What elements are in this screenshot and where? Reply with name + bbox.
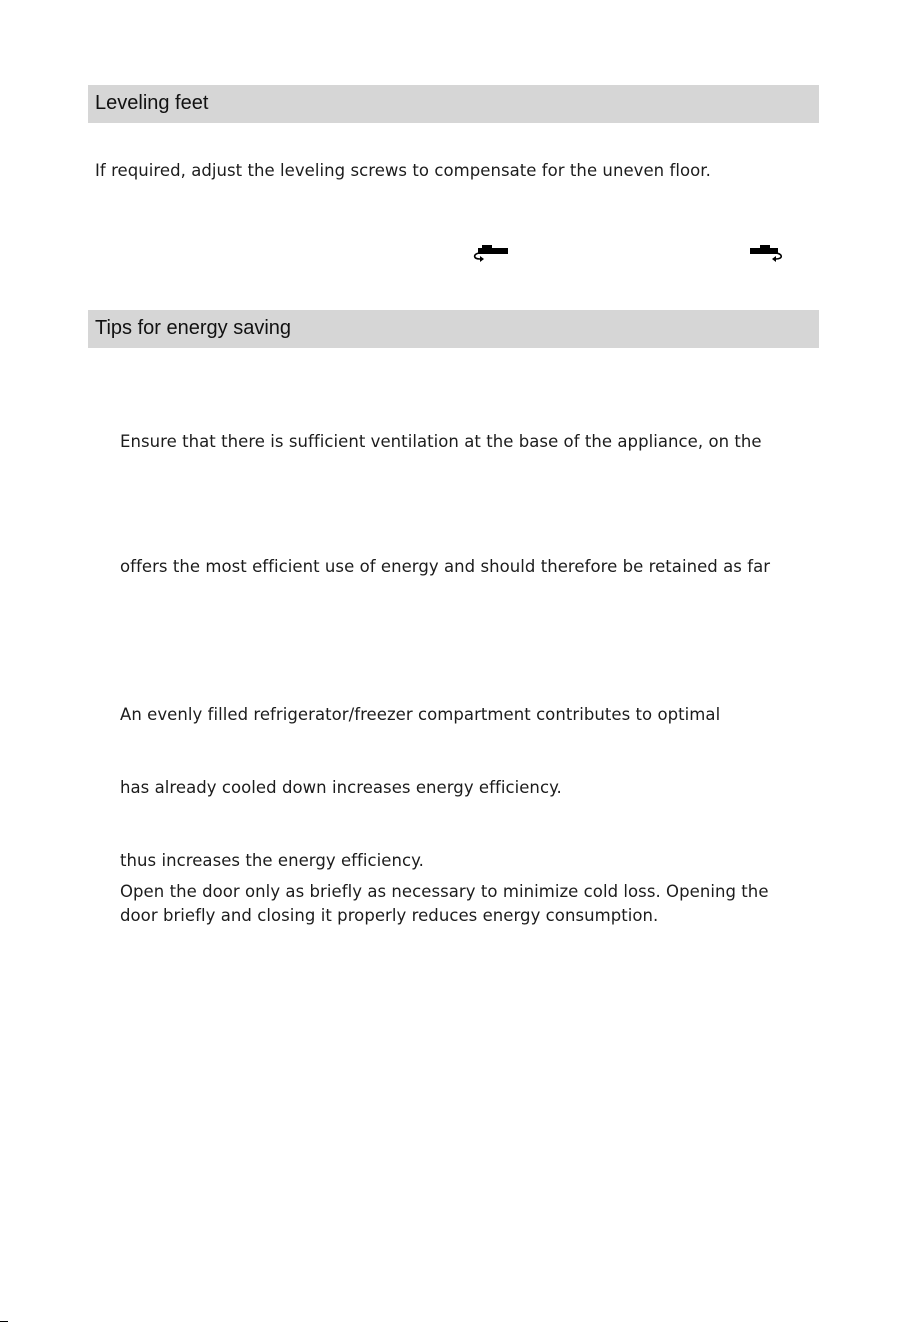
energy-tip-line: offers the most efficient use of energy and should therefore be retained as far [120, 557, 771, 576]
rotate-counterclockwise-foot-icon [472, 243, 508, 263]
energy-tip-line: thus increases the energy efficiency. [120, 851, 424, 870]
energy-tip-line: door briefly and closing it properly reduces energy consumption. [120, 906, 659, 925]
energy-tip-line: Open the door only as briefly as necessary to minimize cold loss. Opening the [120, 882, 769, 901]
energy-tip-line: Ensure that there is sufficient ventilation at the base of the appliance, on the [120, 432, 762, 451]
rotate-clockwise-foot-icon [750, 243, 786, 263]
section-heading-energy: Tips for energy saving [95, 317, 292, 339]
leveling-instruction: If required, adjust the leveling screws to compensate for the uneven floor. [95, 161, 711, 180]
section-heading-leveling: Leveling feet [95, 92, 209, 114]
section-heading-bar-energy [88, 310, 819, 348]
energy-tip-line: has already cooled down increases energy efficiency. [120, 778, 562, 797]
page-corner-mark [0, 1321, 8, 1322]
energy-tip-line: An evenly filled refrigerator/freezer compartment contributes to optimal [120, 705, 721, 724]
section-heading-bar-leveling [88, 85, 819, 123]
